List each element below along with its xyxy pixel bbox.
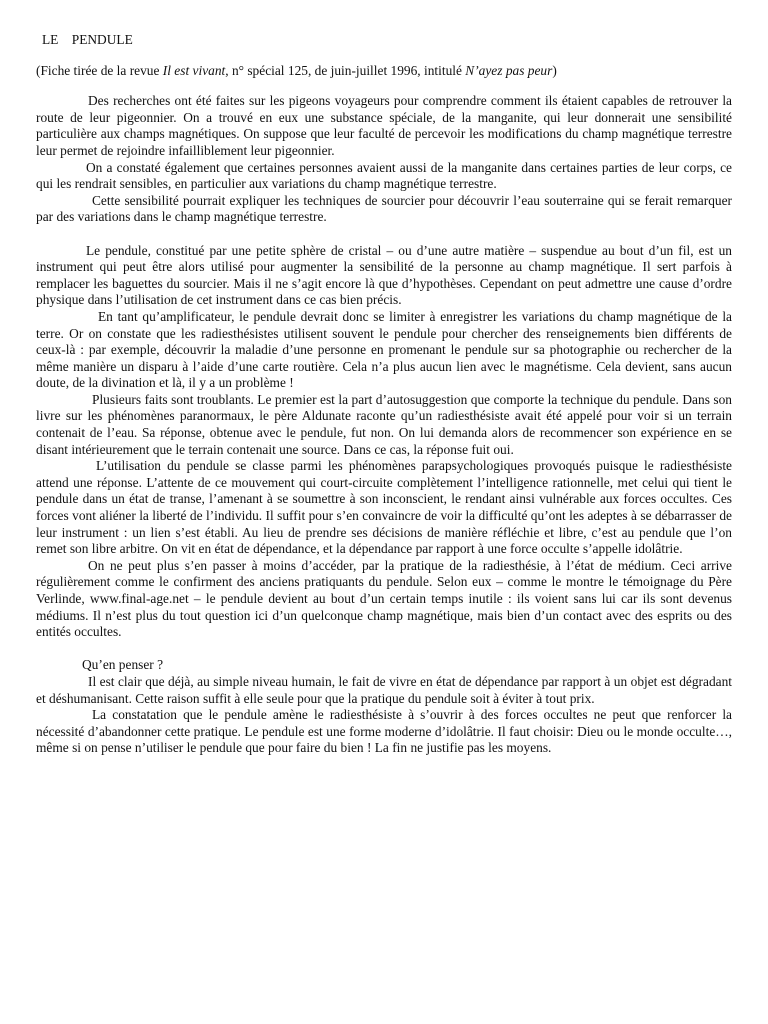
- source-note: [36, 63, 732, 80]
- paragraph-conclusion: La constatation que le pendule amène le radiesthésiste à s’ouvrir à des forces occultes ne peut que renforcer la nécessité d’abandonner cette pratique. Le pendule est une forme moderne d’idolâtrie. Il faut choisir: Dieu ou le monde occulte…, même si on pense n’utiliser le pendule que pour faire du bien ! La fin ne justifie pas les moyens.: [36, 707, 732, 756]
- paragraph-sourcier: Cette sensibilité pourrait expliquer les techniques de sourcier pour découvrir l’eau souterraine qui se ferait remarquer par des variations dans le champ magnétique terrestre.: [36, 192, 732, 225]
- paragraph-pigeons: Des recherches ont été faites sur les pigeons voyageurs pour comprendre comment ils étaient capables de retrouver la route de leur pigeonnier. On a trouvé en eux une substance spéciale, de la manganite, qui leur donnerait une sensibilité particulière aux champs magnétiques. On suppose que leur faculté de percevoir les modifications du champ magnétique terrestre leur permet de rejoindre infailliblement leur pigeonnier.: [36, 93, 732, 158]
- document-title: LE PENDULE: [42, 32, 133, 47]
- paragraph-pendule-definition: Le pendule, constitué par une petite sphère de cristal – ou d’une autre matière – suspendue au bout d’un fil, est un instrument qui peut être alors utilisé pour augmenter la sensibilité de la personne au champ magnétique. Il sert parfois à remplacer les baguettes du sourcier. Mais il ne s’agit encore là que d’hypothèses. Cependant on peut admettre une cause d’ordre physique dans l’utilisation de cet instrument dans ce cas bien précis.: [36, 242, 732, 308]
- source-middle: , n° spécial 125, de juin-juillet 1996, intitulé: [225, 62, 466, 78]
- document-body: [36, 32, 732, 757]
- paragraph-amplificateur: En tant qu’amplificateur, le pendule devrait donc se limiter à enregistrer les variations du champ magnétique de la terre. Or on constate que les radiesthésistes utilisent souvent le pendule pour chercher des renseignements bien différents de ceux-là : par exemple, découvrir la maladie d’une personne en promenant le pendule sur sa photographie ou rechercher de la même manière un disparu à l’aide d’une carte routière. Cela n’a plus aucun lien avec le magnétisme. Cela devient, sans aucun doute, de la divination et là, il y a un problème !: [36, 308, 732, 391]
- paragraph-dependance: Il est clair que déjà, au simple niveau humain, le fait de vivre en état de dépendance par rapport à un objet est dégradant et déshumanisant. Cette raison suffit à elle seule pour que la pratique du pendule soit à éviter à tout prix.: [36, 673, 732, 706]
- paragraph-manganite-people: On a constaté également que certaines personnes avaient aussi de la manganite dans certaines parties de leur corps, ce qui les rendrait sensibles, en particulier aux variations du champ magnétique terrestre.: [36, 159, 732, 192]
- paragraph-parapsychologie: L’utilisation du pendule se classe parmi les phénomènes parapsychologiques provoqués puisque le radiesthésiste attend une réponse. L’attente de ce mouvement qui court-circuite complètement l’intelligence rationnelle, met celui qui tient le pendule dans un état de transe, l’amenant à se soumettre à son inconscient, le rendant ainsi vulnérable aux forces occultes. Ces forces vont aliéner la liberté de l’individu. Il suffit pour s’en convaincre de voir la difficulté qu’ont les adeptes à se débarrasser de leur instrument : un lien s’est établi. Au lieu de prendre ses décisions de manière réfléchie et libre, c’est au pendule que l’on remet son libre arbitre. On vit en état de dépendance, et la dépendance par rapport à une force occulte s’appelle idolâtrie.: [36, 458, 732, 557]
- section-heading-quen-penser: Qu’en penser ?: [82, 657, 164, 673]
- paragraph-medium: On ne peut plus s’en passer à moins d’accéder, par la pratique de la radiesthésie, à l’état de médium. Ceci arrive régulièrement comme le confirment des anciens pratiquants du pendule. Selon eux – comme le montre le témoignage du Père Verlinde, www.final-age.net – le pendule devient au bout d’un certain temps inutile : ils voient sans lui car ils sont devenus médiums. Il n’est plus du tout question ici d’un quelconque champ magnétique, mais bien d’un contact avec des esprits ou des entités occultes.: [36, 557, 732, 640]
- source-suffix: ): [552, 62, 557, 78]
- issue-title: N’ayez pas peur: [465, 62, 553, 78]
- paragraph-faits-troublants: Plusieurs faits sont troublants. Le premier est la part d’autosuggestion que comporte la technique du pendule. Dans son livre sur les phénomènes paranormaux, le père Aldunate raconte qu’un radiesthésiste avait été appelé pour voir si un terrain contenait de l’eau. Sa réponse, obtenue avec le pendule, fut non. On lui demanda alors de recommencer son expérience en se disant intérieurement que le terrain contenait une source. Dans ce cas, la réponse fuit oui.: [36, 391, 732, 457]
- magazine-name: Il est vivant: [162, 62, 226, 78]
- source-prefix: (Fiche tirée de la revue: [36, 62, 163, 78]
